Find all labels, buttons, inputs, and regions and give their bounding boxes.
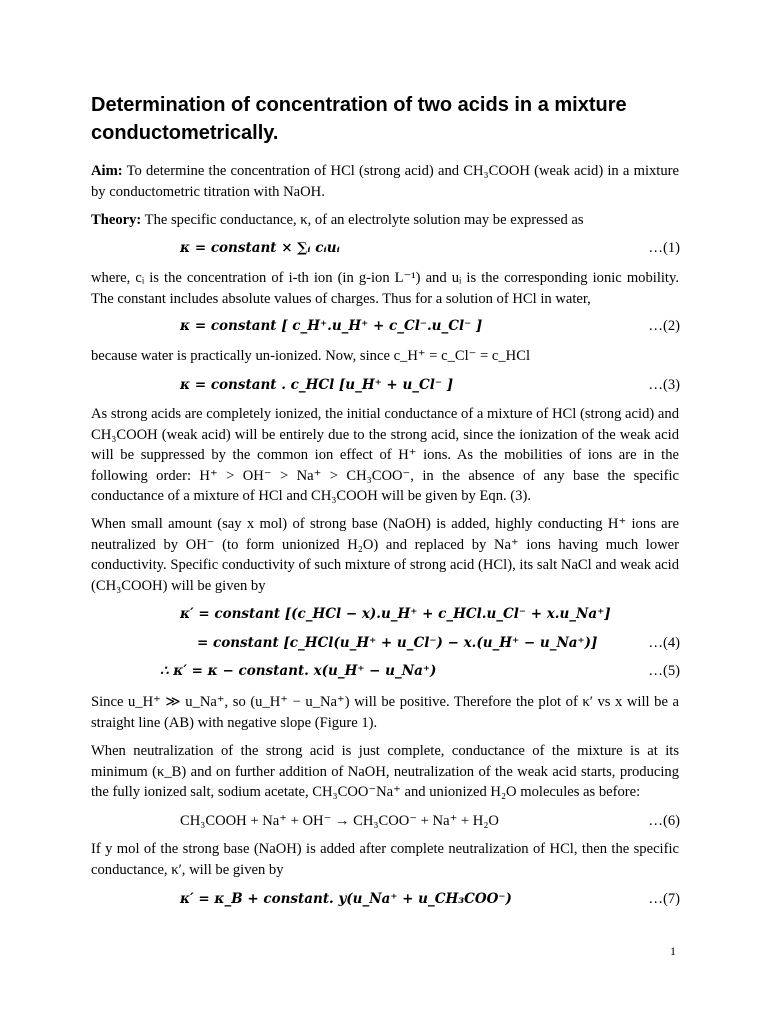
page-title: Determination of concentration of two acids in a mixture conductometrically. [91,94,627,144]
equation-4a-expression: κ′ = constant [(c_HCl − x).u_H⁺ + c_HCl.u_Cl⁻ + x.u_Na⁺] [180,606,611,622]
theory-paragraph [91,210,679,231]
equation-1-expression: κ = constant × ∑ᵢ cᵢuᵢ [180,240,340,256]
equation-3-expression: κ = constant . c_HCl [u_H⁺ + u_Cl⁻ ] [180,377,454,393]
equation-5 [160,661,680,681]
strong-acid-paragraph: As strong acids are completely ionized, the initial conductance of a mixture of HCl (strong acid) and CH₃COOH (weak acid) will be entirely due to the strong acid, since the ionization of the weak acid will be suppressed by the common ion effect of H⁺ ions. As the mobilities of ions are in the following order: H⁺ > OH⁻ > Na⁺ > CH₃COO⁻, in the absence of any base the specific conductance of a mixture of HCl and CH₃COOH will be given by Eqn. (3). [91,406,679,504]
where-paragraph: where, cᵢ is the concentration of i-th ion (in g-ion L⁻¹) and uᵢ is the corresponding ionic mobility. The constant includes absolute values of charges. Thus for a solution of HCl in water, [91,270,679,307]
aim-label: Aim: [91,163,123,179]
equation-4 [180,633,680,653]
equation-2 [180,316,680,336]
equation-2-number: …(2) [648,318,680,334]
equation-5-number: …(5) [648,663,680,679]
equation-3-number: …(3) [648,377,680,393]
y-mol-paragraph: If y mol of the strong base (NaOH) is added after complete neutralization of HCl, then the specific conductance, κ′, will be given by [91,841,679,878]
theory-text: The specific conductance, κ, of an electrolyte solution may be expressed as [144,212,584,228]
equation-2-expression: κ = constant [ c_H⁺.u_H⁺ + c_Cl⁻.u_Cl⁻ ] [180,318,483,334]
aim-paragraph [91,161,679,202]
neutralization-paragraph: When neutralization of the strong acid is just complete, conductance of the mixture is at its minimum (κ_B) and on further addition of NaOH, neutralization of the weak acid starts, producing the fully ionized salt, sodium acetate, CH₃COO⁻Na⁺ and unionized H₂O molecules as before: [91,743,679,800]
reaction-6-expression: CH₃COOH + Na⁺ + OH⁻ → CH₃COO⁻ + Na⁺ + H₂O [180,813,499,829]
page-number: 1 [670,944,676,958]
because-paragraph: because water is practically un-ionized. Now, since c_H⁺ = c_Cl⁻ = c_HCl [91,348,531,364]
equation-5-expression: ∴ κ′ = κ − constant. x(u_H⁺ − u_Na⁺) [160,663,437,679]
equation-3 [180,375,680,395]
since-paragraph: Since u_H⁺ ≫ u_Na⁺, so (u_H⁺ − u_Na⁺) will be positive. Therefore the plot of κ′ vs x will be a straight line (AB) with negative slope (Figure 1). [91,694,679,731]
equation-1-number: …(1) [648,240,680,256]
reaction-6-number: …(6) [648,813,680,829]
small-amount-paragraph: When small amount (say x mol) of strong base (NaOH) is added, highly conducting H⁺ ions are neutralized by OH⁻ (to form unionized H₂O) and replaced by Na⁺ ions having much lower conductivity. Specific conductivity of such mixture of strong acid (HCl), its salt NaCl and weak acid (CH₃COOH) will be given by [91,516,679,594]
equation-7-expression: κ′ = κ_B + constant. y(u_Na⁺ + u_CH₃COO⁻) [180,891,512,907]
equation-7-number: …(7) [648,891,680,907]
aim-text: To determine the concentration of HCl (strong acid) and CH₃COOH (weak acid) in a mixture by conductometric titration with NaOH. [91,163,680,200]
equation-7 [180,889,680,909]
equation-4-expression: = constant [c_HCl(u_H⁺ + u_Cl⁻) − x.(u_H⁺ − u_Na⁺)] [197,635,598,651]
reaction-6 [180,811,680,831]
equation-4-number: …(4) [648,635,680,651]
equation-4a [180,604,680,624]
theory-label: Theory: [91,212,142,228]
equation-1 [180,238,680,258]
